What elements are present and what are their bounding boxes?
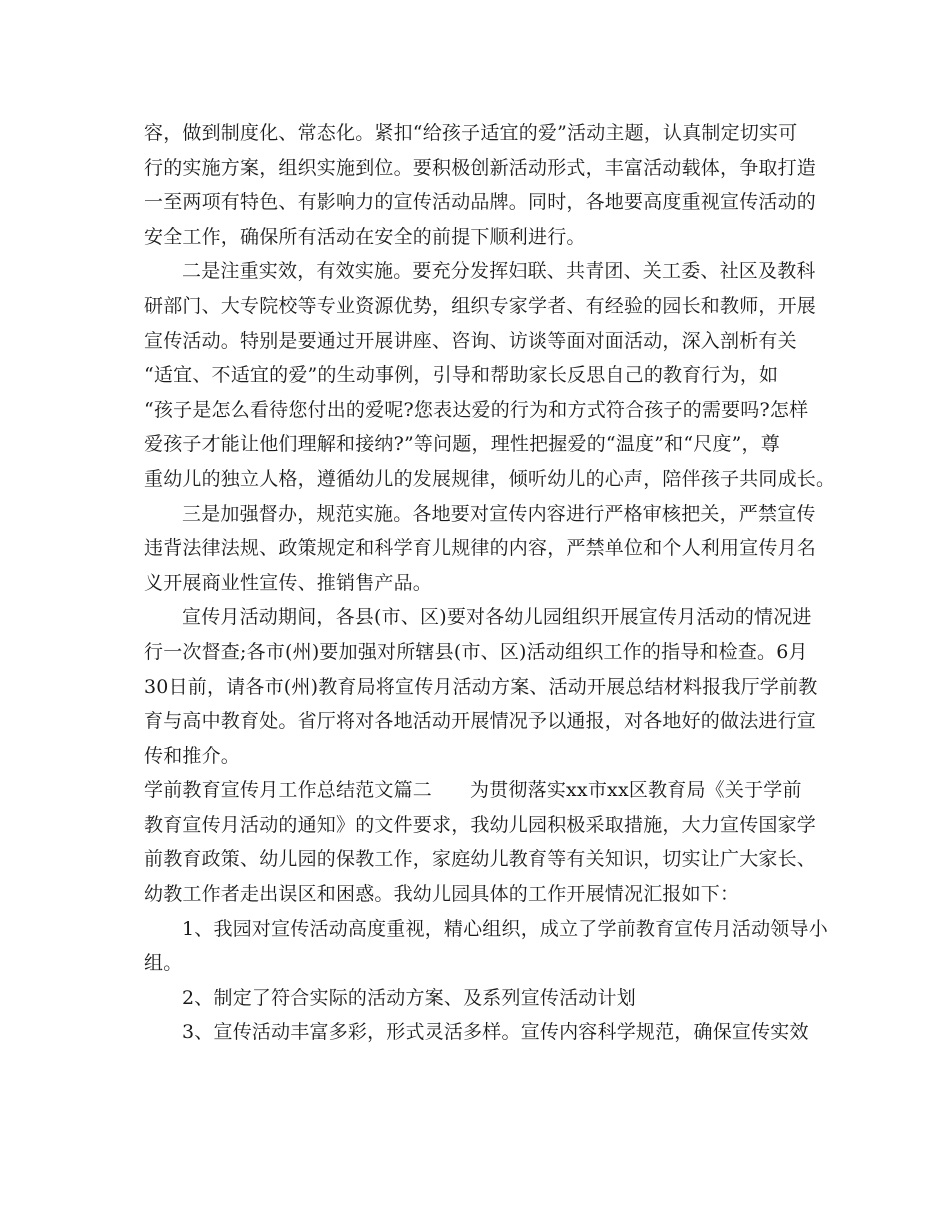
text-line: 安全工作，确保所有活动在安全的前提下顺利进行。 — [144, 225, 586, 248]
text-line: 行一次督查;各市(州)要加强对所辖县(市、区)活动组织工作的指导和检查。6月 — [144, 640, 808, 663]
text-line: 义开展商业性宣传、推销售产品。 — [144, 571, 433, 594]
text-line: 违背法律法规、政策规定和科学育儿规律的内容，严禁单位和个人利用宣传月名 — [144, 537, 817, 560]
text-line: 爱孩子才能让他们理解和接纳?”等问题，理性把握爱的“温度”和“尺度”，尊 — [144, 433, 780, 456]
document-body — [144, 116, 836, 1050]
text-line: 30日前，请各市(州)教育局将宣传月活动方案、活动开展总结材料报我厅学前教 — [144, 675, 818, 698]
text-line: “孩子是怎么看待您付出的爱呢?您表达爱的行为和方式符合孩子的需要吗?怎样 — [144, 398, 809, 421]
text-line: 重幼儿的独立人格，遵循幼儿的发展规律，倾听幼儿的心声，陪伴孩子共同成长。 — [144, 467, 836, 490]
list-item-line: 3、宣传活动丰富多彩，形式灵活多样。宣传内容科学规范，确保宣传实效 — [182, 1021, 809, 1044]
text-line: 幼教工作者走出误区和困惑。我幼儿园具体的工作开展情况汇报如下： — [144, 883, 740, 906]
text-line: “适宜、不适宜的爱”的生动事例，引导和帮助家长反思自己的教育行为，如 — [144, 364, 779, 387]
text-line: 宣传活动。特别是要通过开展讲座、咨询、访谈等面对面活动，深入剖析有关 — [144, 329, 797, 352]
text-line: 教育宣传月活动的通知》的文件要求，我幼儿园积极采取措施，大力宣传国家学 — [144, 813, 817, 836]
section-title-line — [144, 773, 810, 808]
paragraph-start-line: 二是注重实效，有效实施。要充分发挥妇联、共青团、关工委、社区及教科 — [182, 260, 816, 283]
text-line: 前教育政策、幼儿园的保教工作，家庭幼儿教育等有关知识，切实让广大家长、 — [144, 848, 817, 871]
paragraph-start-line: 三是加强督办，规范实施。各地要对宣传内容进行严格审核把关，严禁宣传 — [182, 502, 816, 525]
text-line: 容，做到制度化、常态化。紧扣“给孩子适宜的爱”活动主题，认真制定切实可 — [144, 122, 798, 144]
list-item-line: 1、我园对宣传活动高度重视，精心组织，成立了学前教育宣传月活动领导小 — [182, 917, 828, 940]
text-line: 行的实施方案，组织实施到位。要积极创新活动形式，丰富活动载体，争取打造 — [144, 156, 817, 179]
text-line: 育与高中教育处。省厅将对各地活动开展情况予以通报，对各地好的做法进行宣 — [144, 710, 817, 733]
list-item-line: 2、制定了符合实际的活动方案、及系列宣传活动计划 — [182, 986, 636, 1009]
section-intro: 为贯彻落实xx市xx区教育局《关于学前 — [470, 779, 802, 802]
text-line: 组。 — [144, 952, 183, 975]
text-line: 传和推介。 — [144, 744, 241, 767]
section-title: 学前教育宣传月工作总结范文篇二 — [144, 779, 433, 802]
text-line: 研部门、大专院校等专业资源优势，组织专家学者、有经验的园长和教师，开展 — [144, 294, 817, 317]
paragraph-start-line: 宣传月活动期间，各县(市、区)要对各幼儿园组织开展宣传月活动的情况进 — [182, 606, 812, 629]
text-line: 一至两项有特色、有影响力的宣传活动品牌。同时，各地要高度重视宣传活动的 — [144, 191, 817, 214]
